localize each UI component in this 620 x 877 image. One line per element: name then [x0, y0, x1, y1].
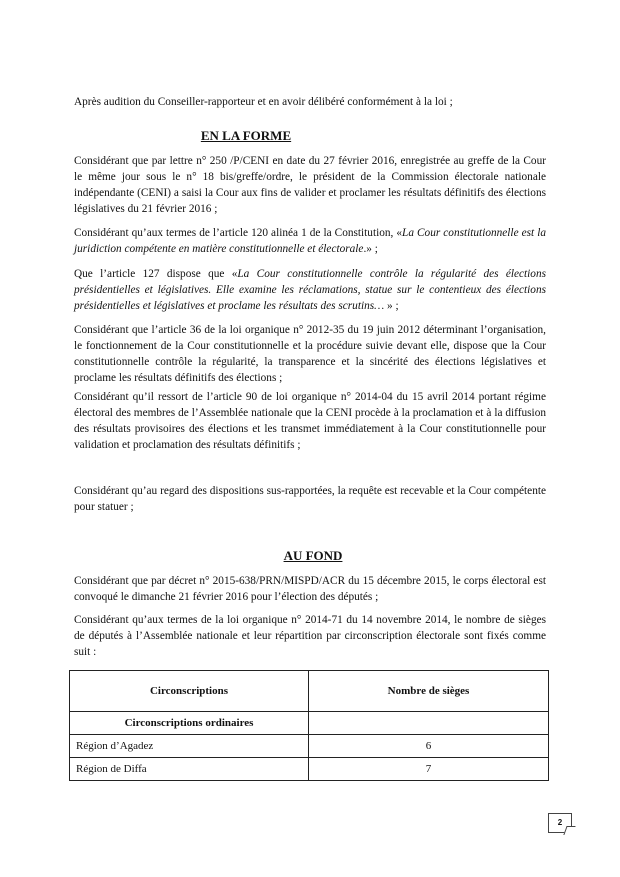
- row-name: Région d’Agadez: [70, 735, 309, 758]
- table-row: [70, 758, 549, 781]
- paragraph-article-127: [74, 266, 546, 314]
- paragraph-loi-organique: Considérant qu’aux termes de la loi organique n° 2014-71 du 14 novembre 2014, le nombre de sièges de députés à l’Assemblée nationale et leur répartition par circonscription électorale sont fixés comme suit :: [74, 614, 546, 658]
- paragraph-article-120: [74, 225, 546, 257]
- section-empty-cell: [309, 712, 549, 735]
- heading-en-la-forme: EN LA FORME: [200, 128, 292, 143]
- table-header-row: [70, 671, 549, 712]
- article-120-intro: Considérant qu’aux termes de l’article 120 alinéa 1 de la Constitution, «: [74, 227, 403, 239]
- page-number: 2: [548, 813, 572, 833]
- heading-au-fond: AU FOND: [283, 548, 343, 563]
- header-circonscriptions: Circonscriptions: [70, 671, 309, 712]
- seats-table: [69, 670, 549, 781]
- table-row: [70, 735, 549, 758]
- section-circonscriptions-ordinaires: Circonscriptions ordinaires: [70, 712, 309, 735]
- article-127-end: » ;: [384, 300, 399, 312]
- row-seats: 6: [309, 735, 549, 758]
- row-seats: 7: [309, 758, 549, 781]
- header-nombre-sieges: Nombre de sièges: [309, 671, 549, 712]
- paragraph-lettre-ceni: Considérant que par lettre n° 250 /P/CENI en date du 27 février 2016, enregistrée au greffe de la Cour le même jour sous le n° 18 bis/greffe/ordre, le président de la Commission électorale nationale indépendante (CENI) a saisi la Cour aux fins de valider et proclamer les résultats définitifs des élections législatives du 21 février 2016 ;: [74, 155, 546, 215]
- row-name: Région de Diffa: [70, 758, 309, 781]
- article-127-quote: La Cour constitutionnelle contrôle la régularité des élections présidentielles et législatives. Elle examine les réclamations, statue sur le contentieux des élections présidentielles et législatives et proclame les résultats des scrutins…: [74, 268, 546, 312]
- paragraph-article-36: Considérant que l’article 36 de la loi organique n° 2012-35 du 19 juin 2012 déterminant l’organisation, le fonctionnement de la Cour constitutionnelle et la procédure suivie devant elle, dispose que la Cour constitutionnelle contrôle la régularité, la transparence et la sincérité des élections législatives et proclame les résultats définitifs des élections ;: [74, 324, 546, 384]
- table-section-row: [70, 712, 549, 735]
- page-number-fold-icon: [563, 826, 575, 835]
- paragraph-decret: Considérant que par décret n° 2015-638/PRN/MISPD/ACR du 15 décembre 2015, le corps électoral est convoqué le dimanche 21 février 2016 pour l’élection des députés ;: [74, 575, 546, 603]
- article-120-end: .» ;: [363, 243, 378, 255]
- article-127-intro: Que l’article 127 dispose que «: [74, 268, 238, 280]
- article-120-quote: La Cour constitutionnelle est la juridiction compétente en matière constitutionnelle et électorale: [74, 227, 547, 255]
- paragraph-article-90: Considérant qu’il ressort de l’article 90 de loi organique n° 2014-04 du 15 avril 2014 portant régime électoral des membres de l’Assemblée nationale que la CENI procède à la proclamation et à la diffusion des résultats provisoires des élections et les transmet immédiatement à la Cour constitutionnelle pour validation et proclamation des résultats définitifs ;: [74, 391, 546, 451]
- paragraph-recevable: Considérant qu’au regard des dispositions sus-rapportées, la requête est recevable et la Cour compétente pour statuer ;: [74, 485, 546, 513]
- paragraph-audition: Après audition du Conseiller-rapporteur et en avoir délibéré conformément à la loi ;: [74, 96, 453, 108]
